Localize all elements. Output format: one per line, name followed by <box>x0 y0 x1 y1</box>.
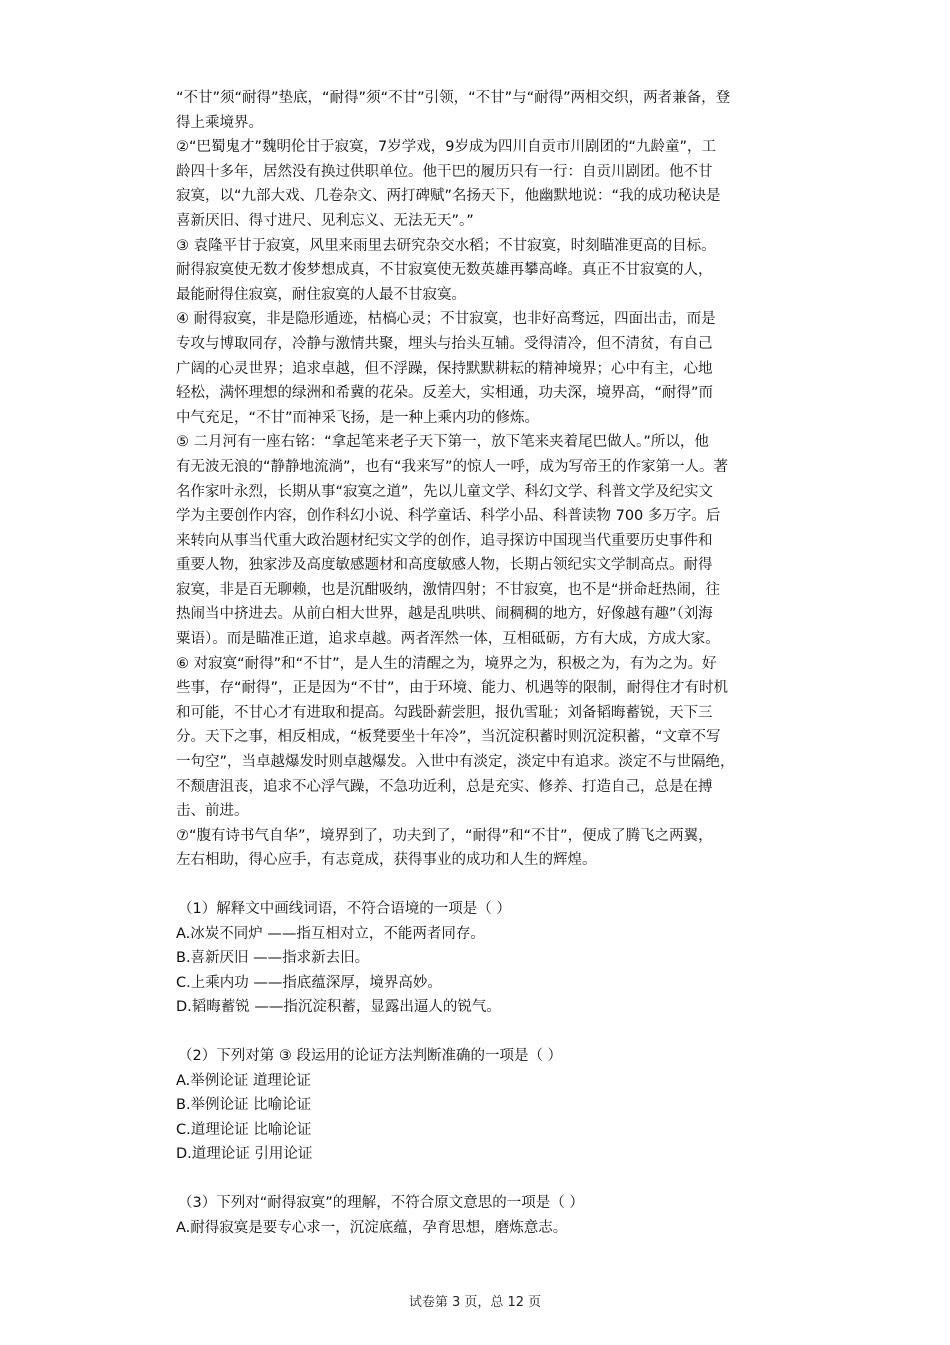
passage-line: 专攻与博取同存，冷静与激情共聚，埋头与抬头互辅。受得清冷，但不清贫，有自己 <box>176 335 713 352</box>
reading-passage <box>176 86 806 873</box>
passage-line: ⑥ 对寂寞“耐得”和“不甘”，是人生的清醒之为，境界之为，积极之为，有为之为。好 <box>176 655 717 672</box>
passage-line: 来转向从事当代重大政治题材纪实文学的创作，追寻探访中国现当代重要历史事件和 <box>176 532 713 549</box>
passage-line: ⑦“腹有诗书气自华”，境界到了，功夫到了，“耐得”和“不甘”，便成了腾飞之两翼， <box>176 827 713 844</box>
passage-line: 左右相助，得心应手，有志竟成，获得事业的成功和人生的辉煌。 <box>176 852 597 869</box>
question-title: （3）下列对“耐得寂寞”的理解，不符合原文意思的一项是（ ） <box>178 1194 584 1211</box>
passage-line: 轻松，满怀理想的绿洲和希冀的花朵。反差大，实相通，功夫深，境界高，“耐得”而 <box>176 385 714 402</box>
question-spacer <box>176 1167 806 1191</box>
question-list <box>176 873 806 1240</box>
page-footer: 试卷第 3 页，总 12 页 <box>408 1295 542 1310</box>
passage-line: 学为主要创作内容，创作科幻小说、科学童话、科学小品、科普读物 700 多万字。后 <box>176 508 721 525</box>
answer-option: A.举例论证 道理论证 <box>176 1072 311 1089</box>
answer-option: D.韬晦蓄锐 ——指沉淀积蓄，显露出逼人的锐气。 <box>176 999 501 1016</box>
question-title: （1）解释文中画线词语，不符合语境的一项是（ ） <box>178 901 511 917</box>
answer-option: B.举例论证 比喻论证 <box>176 1097 312 1114</box>
question-block <box>176 897 806 1020</box>
passage-line: 重要人物，独家涉及高度敏感题材和高度敏感人物，长期占领纪实文学制高点。耐得 <box>176 557 713 574</box>
question-spacer <box>176 1020 806 1044</box>
passage-line: ②“巴蜀鬼才”魏明伦甘于寂寞，7岁学戏，9岁成为四川自贡市川剧团的“九龄童”，工 <box>176 139 716 156</box>
question-title: （2）下列对第 ③ 段运用的论证方法判断准确的一项是（ ） <box>178 1047 563 1064</box>
passage-line: 击、前进。 <box>176 803 249 820</box>
passage-line: ③ 袁隆平甘于寂寞，风里来雨里去研究杂交水稻；不甘寂寞，时刻瞄准更高的目标。 <box>176 237 716 254</box>
passage-line: 最能耐得住寂寞，耐住寂寞的人最不甘寂寞。 <box>176 286 466 303</box>
passage-line: 龄四十多年，居然没有换过供职单位。他干巴的履历只有一行：自贡川剧团。他不甘 <box>176 163 713 180</box>
passage-line: 中气充足，“不甘”而神采飞扬，是一种上乘内功的修炼。 <box>176 409 540 426</box>
passage-line: 热闹当中挤进去。从前白相大世界，越是乱哄哄、闹稠稠的地方，好像越有趣”（刘海 <box>176 606 713 623</box>
passage-line: 寂寞，以“九部大戏、几卷杂文、两打碑赋”名扬天下，他幽默地说：“我的成功秘诀是 <box>176 188 721 205</box>
passage-line: 喜新厌旧、得寸进尺、见利忘义、无法无天”。” <box>176 212 474 229</box>
passage-line: ④ 耐得寂寞，非是隐形遁迹，枯槁心灵；不甘寂寞，也非好高骛远，四面出击，而是 <box>176 311 716 328</box>
passage-line: 得上乘境界。 <box>176 114 263 131</box>
passage-line: 不颓唐沮丧，追求不心浮气躁，不急功近利，总是充实、修养、打造自己，总是在搏 <box>176 778 713 795</box>
question-spacer <box>176 873 806 897</box>
question-block <box>176 1044 806 1167</box>
passage-line: 粟语）。而是瞄准正道，追求卓越。两者浑然一体，互相砥砺，方有大成，方成大家。 <box>176 631 720 648</box>
passage-line: 耐得寂寞使无数才俊梦想成真，不甘寂寞使无数英雄再攀高峰。真正不甘寂寞的人， <box>176 262 713 279</box>
passage-line: 一句空”，当卓越爆发时则卓越爆发。入世中有淡定，淡定中有追求。淡定不与世隔绝， <box>176 754 735 771</box>
passage-line: ⑤ 二月河有一座右铭：“拿起笔来老子天下第一，放下笔来夹着尾巴做人。”所以，他 <box>176 434 709 451</box>
passage-line: 广阔的心灵世界；追求卓越，但不浮躁，保持默默耕耘的精神境界；心中有主，心地 <box>176 360 713 377</box>
answer-option: B.喜新厌旧 ——指求新去旧。 <box>176 950 370 967</box>
answer-option: D.道理论证 引用论证 <box>176 1146 313 1163</box>
passage-line: 名作家叶永烈，长期从事“寂寞之道”，先以儿童文学、科幻文学、科普文学及纪实文 <box>176 483 714 500</box>
passage-line: 些事，存“耐得”，正是因为“不甘”，由于环境、能力、机遇等的限制，耐得住才有时机 <box>176 680 729 697</box>
passage-line: 有无波无浪的“静静地流淌”，也有“我来写”的惊人一呼，成为写帝王的作家第一人。著 <box>176 458 729 475</box>
page-content <box>176 86 806 1240</box>
passage-line: “不甘”须“耐得”垫底，“耐得”须“不甘”引领，“不甘”与“耐得”两相交织，两者兼备，登 <box>176 90 731 106</box>
answer-option: A.冰炭不同炉 ——指互相对立，不能两者同存。 <box>176 925 485 942</box>
answer-option: A.耐得寂寞是要专心求一，沉淀底蕴，孕育思想，磨炼意志。 <box>176 1219 568 1236</box>
answer-option: C.上乘内功 ——指底蕴深厚，境界高妙。 <box>176 974 442 991</box>
passage-line: 和可能，不甘心才有进取和提高。勾践卧薪尝胆，报仇雪耻；刘备韬晦蓄锐，天下三 <box>176 704 713 721</box>
passage-line: 寂寞，非是百无聊赖，也是沉酣吸纳，激情四射；不甘寂寞，也不是“拼命赶热闹，往 <box>176 581 721 598</box>
answer-option: C.道理论证 比喻论证 <box>176 1121 312 1138</box>
question-block <box>176 1191 806 1240</box>
passage-line: 分。天下之事，相反相成，“板凳要坐十年冷”，当沉淀积蓄时则沉淀积蓄，“文章不写 <box>176 729 721 746</box>
